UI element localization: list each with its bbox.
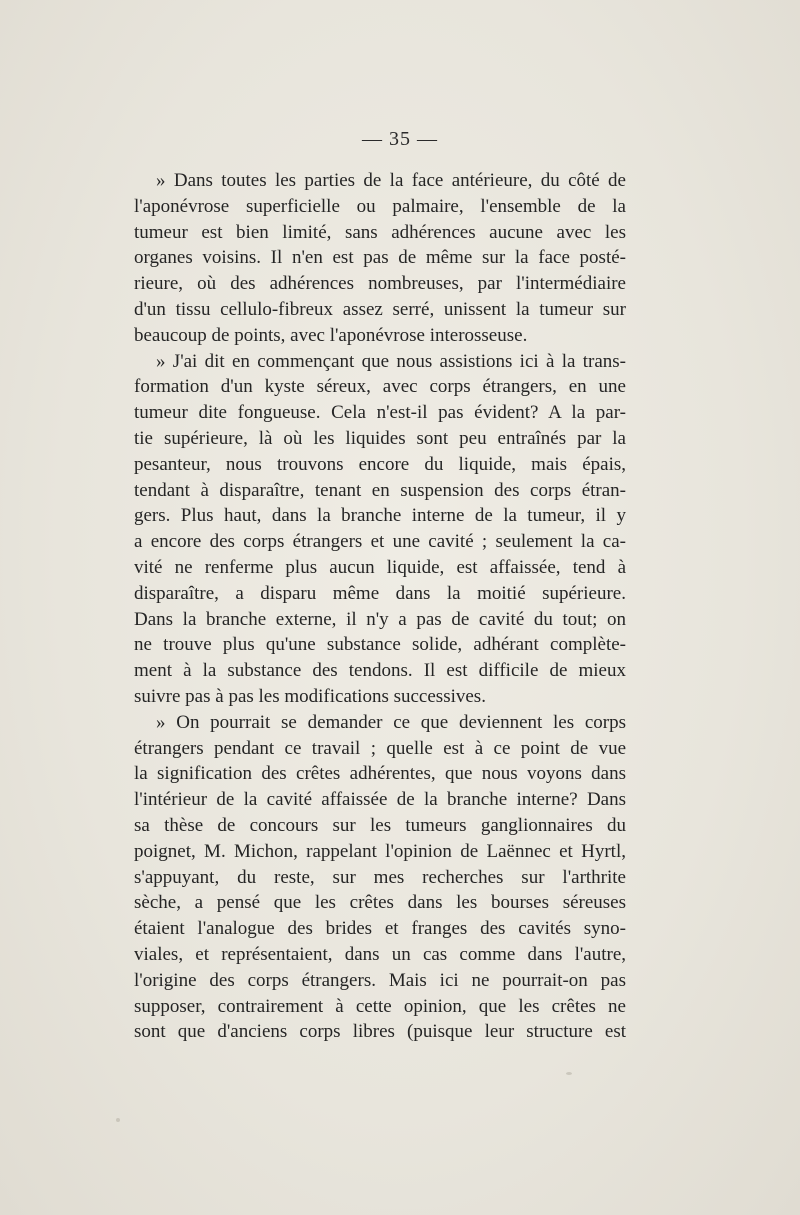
text-line: » J'ai dit en commençant que nous assistions ici à la trans- xyxy=(156,350,626,372)
text-line: rieure, où des adhérences nombreuses, par l'intermédiaire xyxy=(134,273,626,295)
text-line: suivre pas à pas les modifications successives. xyxy=(134,685,486,707)
page-number: — 35 — xyxy=(362,128,438,150)
text-line: formation d'un kyste séreux, avec corps étrangers, en une xyxy=(134,376,626,398)
text-line: tendant à disparaître, tenant en suspension des corps étran- xyxy=(134,479,626,501)
text-line: sèche, a pensé que les crêtes dans les bourses séreuses xyxy=(134,892,626,914)
text-line: organes voisins. Il n'en est pas de même sur la face posté- xyxy=(134,247,626,269)
text-line: » On pourrait se demander ce que deviennent les corps xyxy=(156,711,626,733)
text-line: ment à la substance des tendons. Il est difficile de mieux xyxy=(134,660,626,682)
text-line: tie supérieure, là où les liquides sont peu entraînés par la xyxy=(134,427,626,449)
text-line: la signification des crêtes adhérentes, que nous voyons dans xyxy=(134,763,626,785)
paper-speck xyxy=(566,1072,572,1075)
text-line: viales, et représentaient, dans un cas comme dans l'autre, xyxy=(134,943,626,965)
text-line: tumeur dite fongueuse. Cela n'est-il pas évident? A la par- xyxy=(134,402,626,424)
text-line: vité ne renferme plus aucun liquide, est affaissée, tend à xyxy=(134,556,626,578)
text-line: l'origine des corps étrangers. Mais ici ne pourrait-on pas xyxy=(134,969,626,991)
text-line: Dans la branche externe, il n'y a pas de cavité du tout; on xyxy=(134,608,626,630)
text-line: disparaître, a disparu même dans la moitié supérieure. xyxy=(134,582,626,604)
text-line: étaient l'analogue des brides et franges des cavités syno- xyxy=(134,918,626,940)
text-line: sa thèse de concours sur les tumeurs ganglionnaires du xyxy=(134,814,626,836)
text-line: a encore des corps étrangers et une cavité ; seulement la ca- xyxy=(134,531,626,553)
text-line: s'appuyant, du reste, sur mes recherches sur l'arthrite xyxy=(134,866,626,888)
text-line: d'un tissu cellulo-fibreux assez serré, unissent la tumeur sur xyxy=(134,298,626,320)
paper-speck xyxy=(116,1118,120,1122)
text-line: poignet, M. Michon, rappelant l'opinion de Laënnec et Hyrtl, xyxy=(134,840,626,862)
text-line: pesanteur, nous trouvons encore du liquide, mais épais, xyxy=(134,453,626,475)
text-line: supposer, contrairement à cette opinion, que les crêtes ne xyxy=(134,995,626,1017)
body-text xyxy=(134,168,626,1045)
text-line: » Dans toutes les parties de la face antérieure, du côté de xyxy=(156,170,626,191)
text-line: tumeur est bien limité, sans adhérences aucune avec les xyxy=(134,221,626,243)
text-line: étrangers pendant ce travail ; quelle est à ce point de vue xyxy=(134,737,626,759)
text-line: gers. Plus haut, dans la branche interne de la tumeur, il y xyxy=(134,505,626,527)
text-line: ne trouve plus qu'une substance solide, adhérant complète- xyxy=(134,634,626,656)
text-line: l'intérieur de la cavité affaissée de la branche interne? Dans xyxy=(134,789,626,811)
text-line: l'aponévrose superficielle ou palmaire, l'ensemble de la xyxy=(134,195,626,217)
text-line: beaucoup de points, avec l'aponévrose interosseuse. xyxy=(134,324,528,346)
text-line: sont que d'anciens corps libres (puisque leur structure est xyxy=(134,1021,626,1043)
